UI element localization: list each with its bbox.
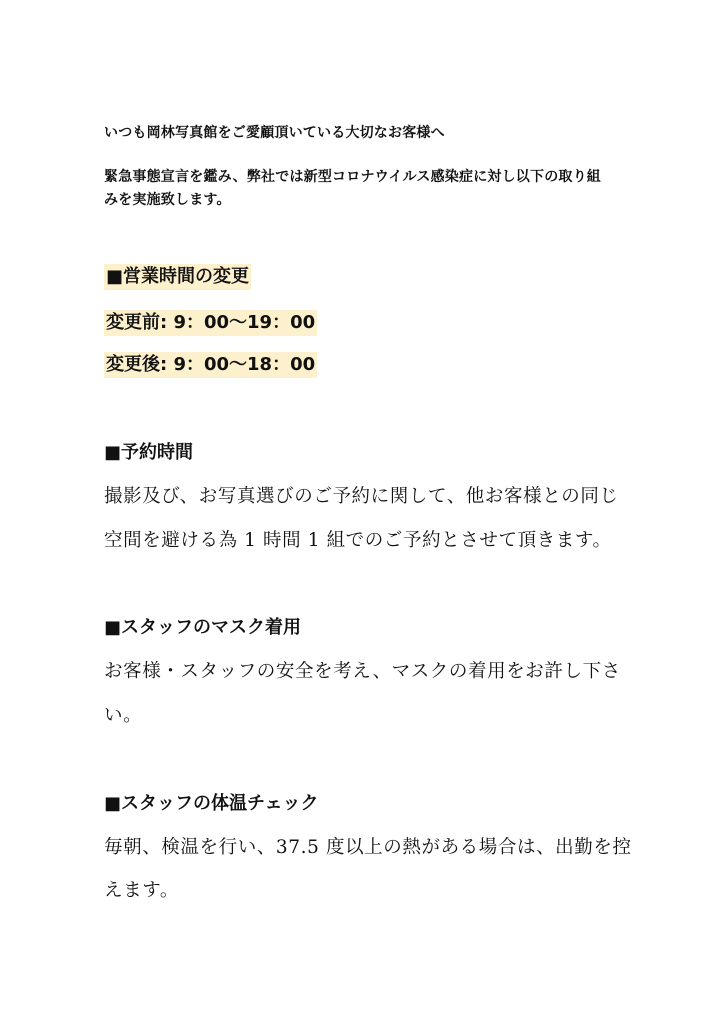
greeting-line: いつも岡林写真館をご愛顧頂いている大切なお客様へ (104, 125, 445, 141)
intro-line-1: 緊急事態宣言を鑑み、弊社では新型コロナウイルス感染症に対し以下の取り組 (104, 169, 601, 185)
hours-before-text: 変更前: 9：00〜19：00 (104, 310, 317, 336)
mask-line-2: い。 (104, 705, 143, 726)
temperature-line-2: えます。 (104, 880, 179, 901)
mask-heading: ■スタッフのマスク着用 (104, 617, 302, 638)
hours-after-text: 変更後: 9：00〜18：00 (104, 352, 317, 378)
hours-before (104, 308, 317, 334)
hours-after (104, 350, 317, 376)
reservation-line-1: 撮影及び、お写真選びのご予約に関して、他お客様との同じ (104, 486, 619, 507)
mask-line-1: お客様・スタッフの安全を考え、マスクの着用をお許し下さ (104, 661, 621, 682)
hours-heading-text: ■営業時間の変更 (104, 264, 251, 290)
reservation-heading: ■予約時間 (104, 442, 194, 463)
hours-heading (104, 262, 251, 288)
temperature-heading: ■スタッフの体温チェック (104, 793, 319, 814)
temperature-line-1: 毎朝、検温を行い、37.5 度以上の熱がある場合は、出勤を控 (104, 837, 632, 858)
intro-line-2: みを実施致します。 (104, 192, 231, 208)
reservation-line-2: 空間を避ける為 1 時間 1 組でのご予約とさせて頂きます。 (104, 530, 612, 551)
